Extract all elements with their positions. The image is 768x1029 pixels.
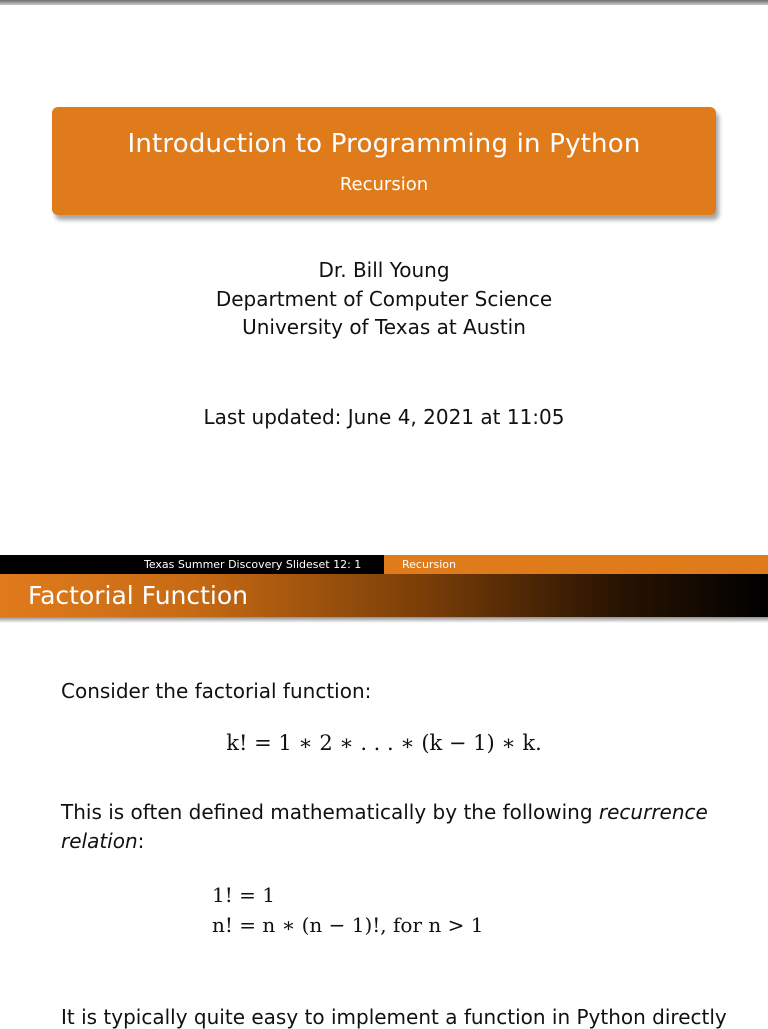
footer-left [0, 555, 384, 574]
footer-right [384, 555, 768, 574]
recurrence-text: This is often defined mathematically by the following [61, 800, 599, 824]
slide-footer [0, 555, 768, 574]
author-department: Department of Computer Science [215, 286, 553, 311]
presentation-title: Introduction to Programming in Python [127, 129, 641, 159]
author-name: Dr. Bill Young [318, 258, 450, 282]
recurrence-paragraph [61, 798, 711, 856]
footer-section-label: Recursion [402, 558, 456, 571]
recurrence-emphasis: recurrence relation [61, 800, 708, 853]
intro-text: Consider the factorial function: [61, 679, 372, 703]
frame-title-shadow [0, 617, 768, 623]
footer-slideset-label: Texas Summer Discovery Slideset 12: 1 [144, 558, 362, 571]
last-updated: Last updated: June 4, 2021 at 11:05 [203, 405, 565, 429]
slide-heading: Factorial Function [28, 581, 249, 610]
trailing-text: It is typically quite easy to implement a function in Python directly [61, 1005, 727, 1029]
base-case: 1! = 1 [212, 883, 275, 907]
recursive-case: n! = n ∗ (n − 1)!, for n > 1 [212, 913, 484, 937]
author-block [0, 256, 768, 342]
author-university: University of Texas at Austin [242, 315, 526, 339]
top-rule [0, 0, 768, 5]
recurrence-colon: : [137, 829, 145, 853]
recurrence-relation [212, 880, 483, 940]
frame-title-bar [0, 574, 768, 617]
presentation-subtitle: Recursion [339, 174, 429, 195]
factorial-formula: k! = 1 ∗ 2 ∗ . . . ∗ (k − 1) ∗ k. [226, 731, 542, 755]
title-box [52, 107, 716, 215]
